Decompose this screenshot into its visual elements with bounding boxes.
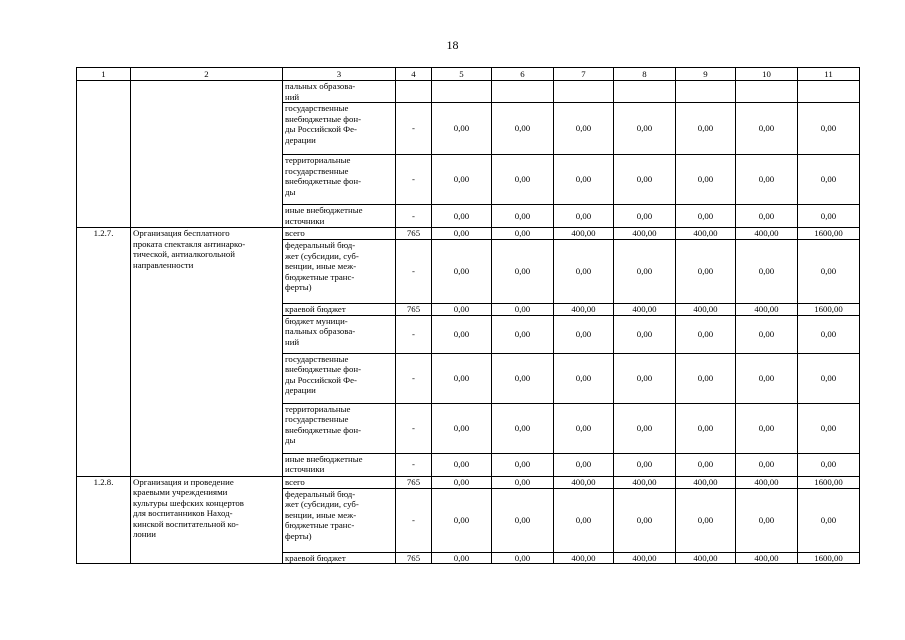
- amount-cell: 0,00: [676, 315, 736, 353]
- code-cell: 765: [396, 552, 432, 564]
- amount-cell: 1600,00: [798, 228, 860, 240]
- amount-cell: 0,00: [676, 240, 736, 304]
- column-header: 11: [798, 68, 860, 81]
- amount-cell: 0,00: [736, 488, 798, 552]
- table-header-row: [77, 68, 860, 81]
- table-row: [77, 228, 860, 240]
- item-name: [131, 81, 283, 228]
- amount-cell: 400,00: [676, 228, 736, 240]
- amount-cell: 400,00: [676, 476, 736, 488]
- funding-source: всего: [283, 228, 396, 240]
- amount-cell: 1600,00: [798, 476, 860, 488]
- amount-cell: 0,00: [798, 488, 860, 552]
- amount-cell: 0,00: [492, 403, 554, 453]
- column-header: 7: [554, 68, 614, 81]
- amount-cell: 0,00: [432, 488, 492, 552]
- amount-cell: 400,00: [676, 552, 736, 564]
- amount-cell: 0,00: [492, 240, 554, 304]
- funding-source: территориальные государственные внебюджетные фон- ды: [283, 155, 396, 205]
- amount-cell: 0,00: [798, 205, 860, 228]
- table-row: [77, 476, 860, 488]
- amount-cell: 0,00: [676, 103, 736, 155]
- column-header: 6: [492, 68, 554, 81]
- amount-cell: 0,00: [676, 155, 736, 205]
- amount-cell: 400,00: [736, 228, 798, 240]
- amount-cell: 0,00: [492, 315, 554, 353]
- amount-cell: 0,00: [432, 155, 492, 205]
- amount-cell: 0,00: [736, 403, 798, 453]
- amount-cell: 400,00: [614, 228, 676, 240]
- amount-cell: 400,00: [554, 476, 614, 488]
- amount-cell: 0,00: [554, 353, 614, 403]
- funding-source: бюджет муници- пальных образова- ний: [283, 315, 396, 353]
- item-code: 1.2.7.: [77, 228, 131, 477]
- amount-cell: [798, 81, 860, 103]
- amount-cell: 400,00: [554, 228, 614, 240]
- column-header: 10: [736, 68, 798, 81]
- amount-cell: 0,00: [432, 552, 492, 564]
- amount-cell: 400,00: [554, 552, 614, 564]
- item-code: 1.2.8.: [77, 476, 131, 564]
- amount-cell: 0,00: [432, 353, 492, 403]
- amount-cell: 0,00: [798, 155, 860, 205]
- amount-cell: 0,00: [554, 403, 614, 453]
- amount-cell: 0,00: [676, 403, 736, 453]
- amount-cell: 0,00: [492, 552, 554, 564]
- code-cell: -: [396, 403, 432, 453]
- amount-cell: 0,00: [554, 453, 614, 476]
- amount-cell: 400,00: [614, 304, 676, 316]
- column-header: 5: [432, 68, 492, 81]
- code-cell: 765: [396, 476, 432, 488]
- funding-source: федеральный бюд- жет (субсидии, суб- венции, иные меж- бюджетные транс- ферты): [283, 240, 396, 304]
- funding-source: территориальные государственные внебюджетные фон- ды: [283, 403, 396, 453]
- item-name: Организация и проведение краевыми учреждениями культуры шефских концертов для воспитанников Наход- кинской воспитательной ко- лонии: [131, 476, 283, 564]
- funding-source: федеральный бюд- жет (субсидии, суб- венции, иные меж- бюджетные транс- ферты): [283, 488, 396, 552]
- amount-cell: 0,00: [432, 228, 492, 240]
- amount-cell: 0,00: [554, 240, 614, 304]
- amount-cell: [614, 81, 676, 103]
- amount-cell: 400,00: [736, 552, 798, 564]
- amount-cell: 0,00: [736, 453, 798, 476]
- funding-source: государственные внебюджетные фон- ды Российской Фе- дерации: [283, 353, 396, 403]
- code-cell: -: [396, 240, 432, 304]
- amount-cell: 0,00: [614, 103, 676, 155]
- item-code: [77, 81, 131, 228]
- amount-cell: 0,00: [554, 155, 614, 205]
- amount-cell: 0,00: [492, 476, 554, 488]
- funding-source: краевой бюджет: [283, 304, 396, 316]
- amount-cell: 0,00: [554, 488, 614, 552]
- code-cell: -: [396, 353, 432, 403]
- amount-cell: [554, 81, 614, 103]
- amount-cell: 0,00: [432, 205, 492, 228]
- amount-cell: 0,00: [432, 315, 492, 353]
- code-cell: -: [396, 488, 432, 552]
- amount-cell: [432, 81, 492, 103]
- funding-source: пальных образова- ний: [283, 81, 396, 103]
- amount-cell: 0,00: [736, 155, 798, 205]
- amount-cell: 0,00: [676, 205, 736, 228]
- amount-cell: 400,00: [736, 476, 798, 488]
- funding-source: всего: [283, 476, 396, 488]
- code-cell: -: [396, 453, 432, 476]
- amount-cell: 0,00: [798, 315, 860, 353]
- amount-cell: 0,00: [614, 205, 676, 228]
- amount-cell: 400,00: [736, 304, 798, 316]
- code-cell: -: [396, 103, 432, 155]
- column-header: 4: [396, 68, 432, 81]
- column-header: 8: [614, 68, 676, 81]
- amount-cell: 0,00: [554, 205, 614, 228]
- code-cell: -: [396, 315, 432, 353]
- amount-cell: 0,00: [432, 240, 492, 304]
- amount-cell: 1600,00: [798, 552, 860, 564]
- funding-source: иные внебюджетные источники: [283, 205, 396, 228]
- amount-cell: 400,00: [554, 304, 614, 316]
- amount-cell: 0,00: [492, 304, 554, 316]
- item-name: Организация бесплатного проката спектакля антинарко- тической, антиалкогольной направленности: [131, 228, 283, 477]
- amount-cell: 0,00: [492, 155, 554, 205]
- table-row: [77, 81, 860, 103]
- amount-cell: [492, 81, 554, 103]
- amount-cell: 0,00: [432, 476, 492, 488]
- amount-cell: 400,00: [614, 552, 676, 564]
- code-cell: 765: [396, 304, 432, 316]
- amount-cell: 0,00: [736, 315, 798, 353]
- amount-cell: 400,00: [676, 304, 736, 316]
- amount-cell: 0,00: [492, 205, 554, 228]
- amount-cell: 0,00: [798, 240, 860, 304]
- amount-cell: 0,00: [492, 228, 554, 240]
- amount-cell: 0,00: [614, 453, 676, 476]
- amount-cell: 0,00: [492, 488, 554, 552]
- amount-cell: [736, 81, 798, 103]
- column-header: 1: [77, 68, 131, 81]
- amount-cell: 0,00: [676, 453, 736, 476]
- amount-cell: 0,00: [432, 304, 492, 316]
- amount-cell: 0,00: [614, 240, 676, 304]
- amount-cell: 0,00: [554, 315, 614, 353]
- amount-cell: 0,00: [614, 403, 676, 453]
- page-number: 18: [446, 38, 459, 52]
- code-cell: 765: [396, 228, 432, 240]
- amount-cell: 0,00: [492, 103, 554, 155]
- amount-cell: [676, 81, 736, 103]
- amount-cell: 0,00: [614, 353, 676, 403]
- amount-cell: 0,00: [736, 103, 798, 155]
- amount-cell: 0,00: [554, 103, 614, 155]
- funding-source: иные внебюджетные источники: [283, 453, 396, 476]
- code-cell: -: [396, 205, 432, 228]
- amount-cell: 0,00: [736, 240, 798, 304]
- amount-cell: 0,00: [676, 353, 736, 403]
- amount-cell: 0,00: [432, 103, 492, 155]
- amount-cell: 0,00: [798, 453, 860, 476]
- amount-cell: 0,00: [614, 315, 676, 353]
- amount-cell: 0,00: [432, 453, 492, 476]
- column-header: 2: [131, 68, 283, 81]
- amount-cell: 0,00: [676, 488, 736, 552]
- amount-cell: 0,00: [492, 453, 554, 476]
- funding-source: краевой бюджет: [283, 552, 396, 564]
- amount-cell: 0,00: [614, 155, 676, 205]
- code-cell: [396, 81, 432, 103]
- amount-cell: 400,00: [614, 476, 676, 488]
- amount-cell: 0,00: [432, 403, 492, 453]
- column-header: 9: [676, 68, 736, 81]
- amount-cell: 0,00: [798, 103, 860, 155]
- budget-table: [76, 67, 860, 564]
- amount-cell: 1600,00: [798, 304, 860, 316]
- amount-cell: 0,00: [614, 488, 676, 552]
- code-cell: -: [396, 155, 432, 205]
- amount-cell: 0,00: [798, 403, 860, 453]
- amount-cell: 0,00: [798, 353, 860, 403]
- column-header: 3: [283, 68, 396, 81]
- funding-source: государственные внебюджетные фон- ды Российской Фе- дерации: [283, 103, 396, 155]
- amount-cell: 0,00: [492, 353, 554, 403]
- amount-cell: 0,00: [736, 353, 798, 403]
- amount-cell: 0,00: [736, 205, 798, 228]
